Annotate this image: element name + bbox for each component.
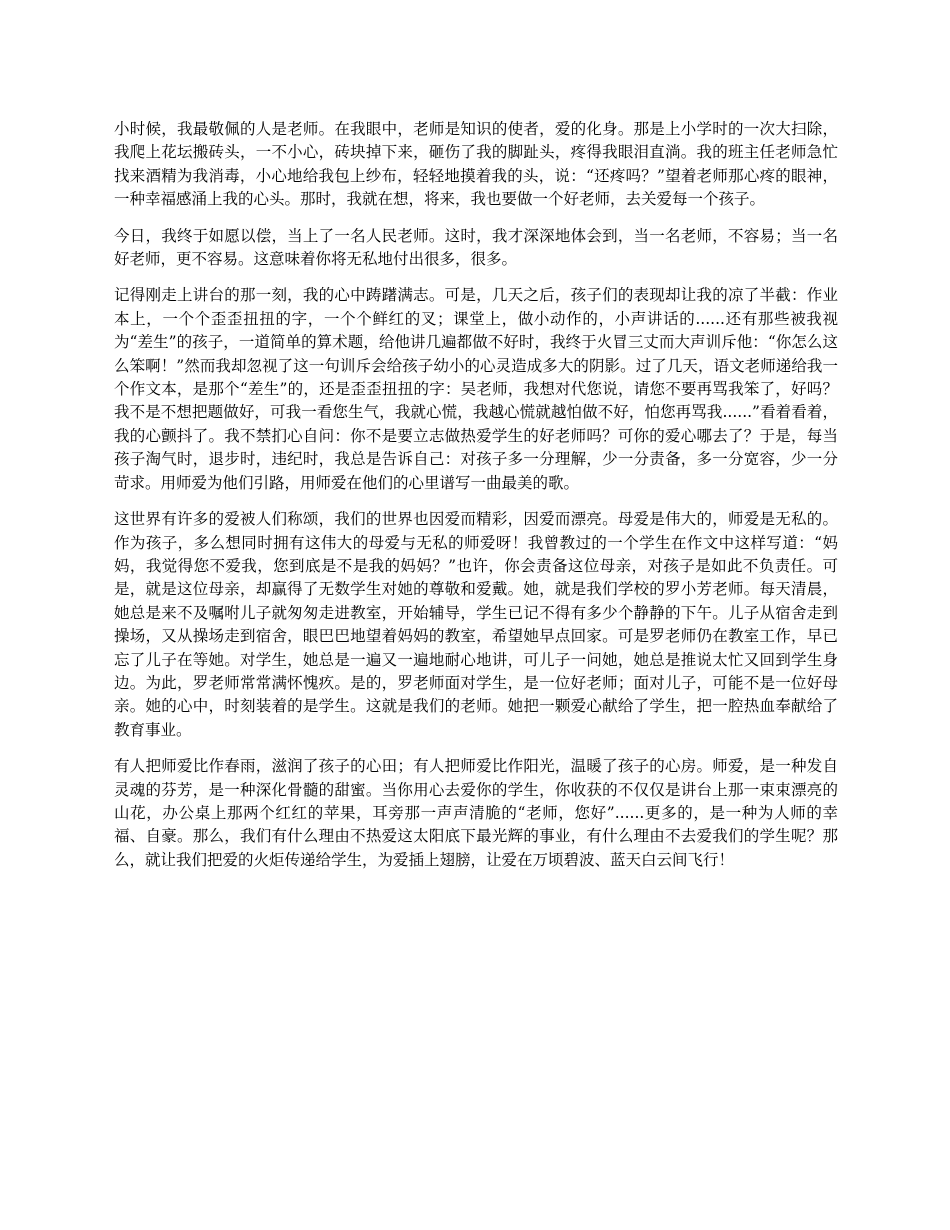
paragraph-5: 有人把师爱比作春雨，滋润了孩子的心田；有人把师爱比作阳光，温暖了孩子的心房。师爱，是一种发自灵魂的芬芳，是一种深化骨髓的甜蜜。当你用心去爱你的学生，你收获的不仅仅是讲台上那一束束漂亮的山花，办公桌上那两个红红的苹果，耳旁那一声声清脆的“老师，您好”......更多的，是一种为人师的幸福、自豪。那么，我们有什么理由不热爱这太阳底下最光辉的事业，有什么理由不去爱我们的学生呢？那么，就让我们把爱的火炬传递给学生，为爱插上翅膀，让爱在万顷碧波、蓝天白云间飞行！	[114, 757, 838, 869]
paragraph-3: 记得刚走上讲台的那一刻，我的心中踌躇满志。可是，几天之后，孩子们的表现却让我的凉了半截：作业本上，一个个歪歪扭扭的字，一个个鲜红的叉；课堂上，做小动作的，小声讲话的......还有那些被我视为“差生”的孩子，一道简单的算术题，给他讲几遍都做不好时，我终于火冒三丈而大声训斥他：“你怎么这么笨啊！”然而我却忽视了这一句训斥会给孩子幼小的心灵造成多大的阴影。过了几天，语文老师递给我一个作文本，是那个“差生”的，还是歪歪扭扭的字：吴老师，我想对代您说，请您不要再骂我笨了，好吗？我不是不想把题做好，可我一看您生气，我就心慌，我越心慌就越怕做不好，怕您再骂我......”看着看着，我的心颤抖了。我不禁扪心自问：你不是要立志做热爱学生的好老师吗？可你的爱心哪去了？于是，每当孩子淘气时，退步时，违纪时，我总是告诉自己：对孩子多一分理解，少一分责备，多一分宽容，少一分苛求。用师爱为他们引路，用师爱在他们的心里谱写一曲最美的歌。	[114, 286, 838, 492]
document-body	[114, 118, 838, 885]
paragraph-4: 这世界有许多的爱被人们称颂，我们的世界也因爱而精彩，因爱而漂亮。母爱是伟大的，师爱是无私的。作为孩子，多么想同时拥有这伟大的母爱与无私的师爱呀！我曾教过的一个学生在作文中这样写道：“妈妈，我觉得您不爱我，您到底是不是我的妈妈？”也许，你会责备这位母亲，对孩子是如此不负责任。可是，就是这位母亲，却赢得了无数学生对她的尊敬和爱戴。她，就是我们学校的罗小芳老师。每天清晨，她总是来不及嘱咐儿子就匆匆走进教室，开始辅导，学生已记不得有多少个静静的下午。儿子从宿舍走到操场，又从操场走到宿舍，眼巴巴地望着妈妈的教室，希望她早点回家。可是罗老师仍在教室工作，早已忘了儿子在等她。对学生，她总是一遍又一遍地耐心地讲，可儿子一问她，她总是推说太忙又回到学生身边。为此，罗老师常常满怀愧疚。是的，罗老师面对学生，是一位好老师；面对儿子，可能不是一位好母亲。她的心中，时刻装着的是学生。这就是我们的老师。她把一颗爱心献给了学生，把一腔热血奉献给了教育事业。	[114, 510, 838, 739]
paragraph-2: 今日，我终于如愿以偿，当上了一名人民老师。这时，我才深深地体会到，当一名老师，不容易；当一名好老师，更不容易。这意味着你将无私地付出很多，很多。	[114, 226, 838, 269]
paragraph-1: 小时候，我最敬佩的人是老师。在我眼中，老师是知识的使者，爱的化身。那是上小学时的一次大扫除，我爬上花坛搬砖头，一不小心，砖块掉下来，砸伤了我的脚趾头，疼得我眼泪直淌。我的班主任老师急忙找来酒精为我消毒，小心地给我包上纱布，轻轻地摸着我的头，说：“还疼吗？”望着老师那心疼的眼神，一种幸福感涌上我的心头。那时，我就在想，将来，我也要做一个好老师，去关爱每一个孩子。	[114, 120, 838, 209]
